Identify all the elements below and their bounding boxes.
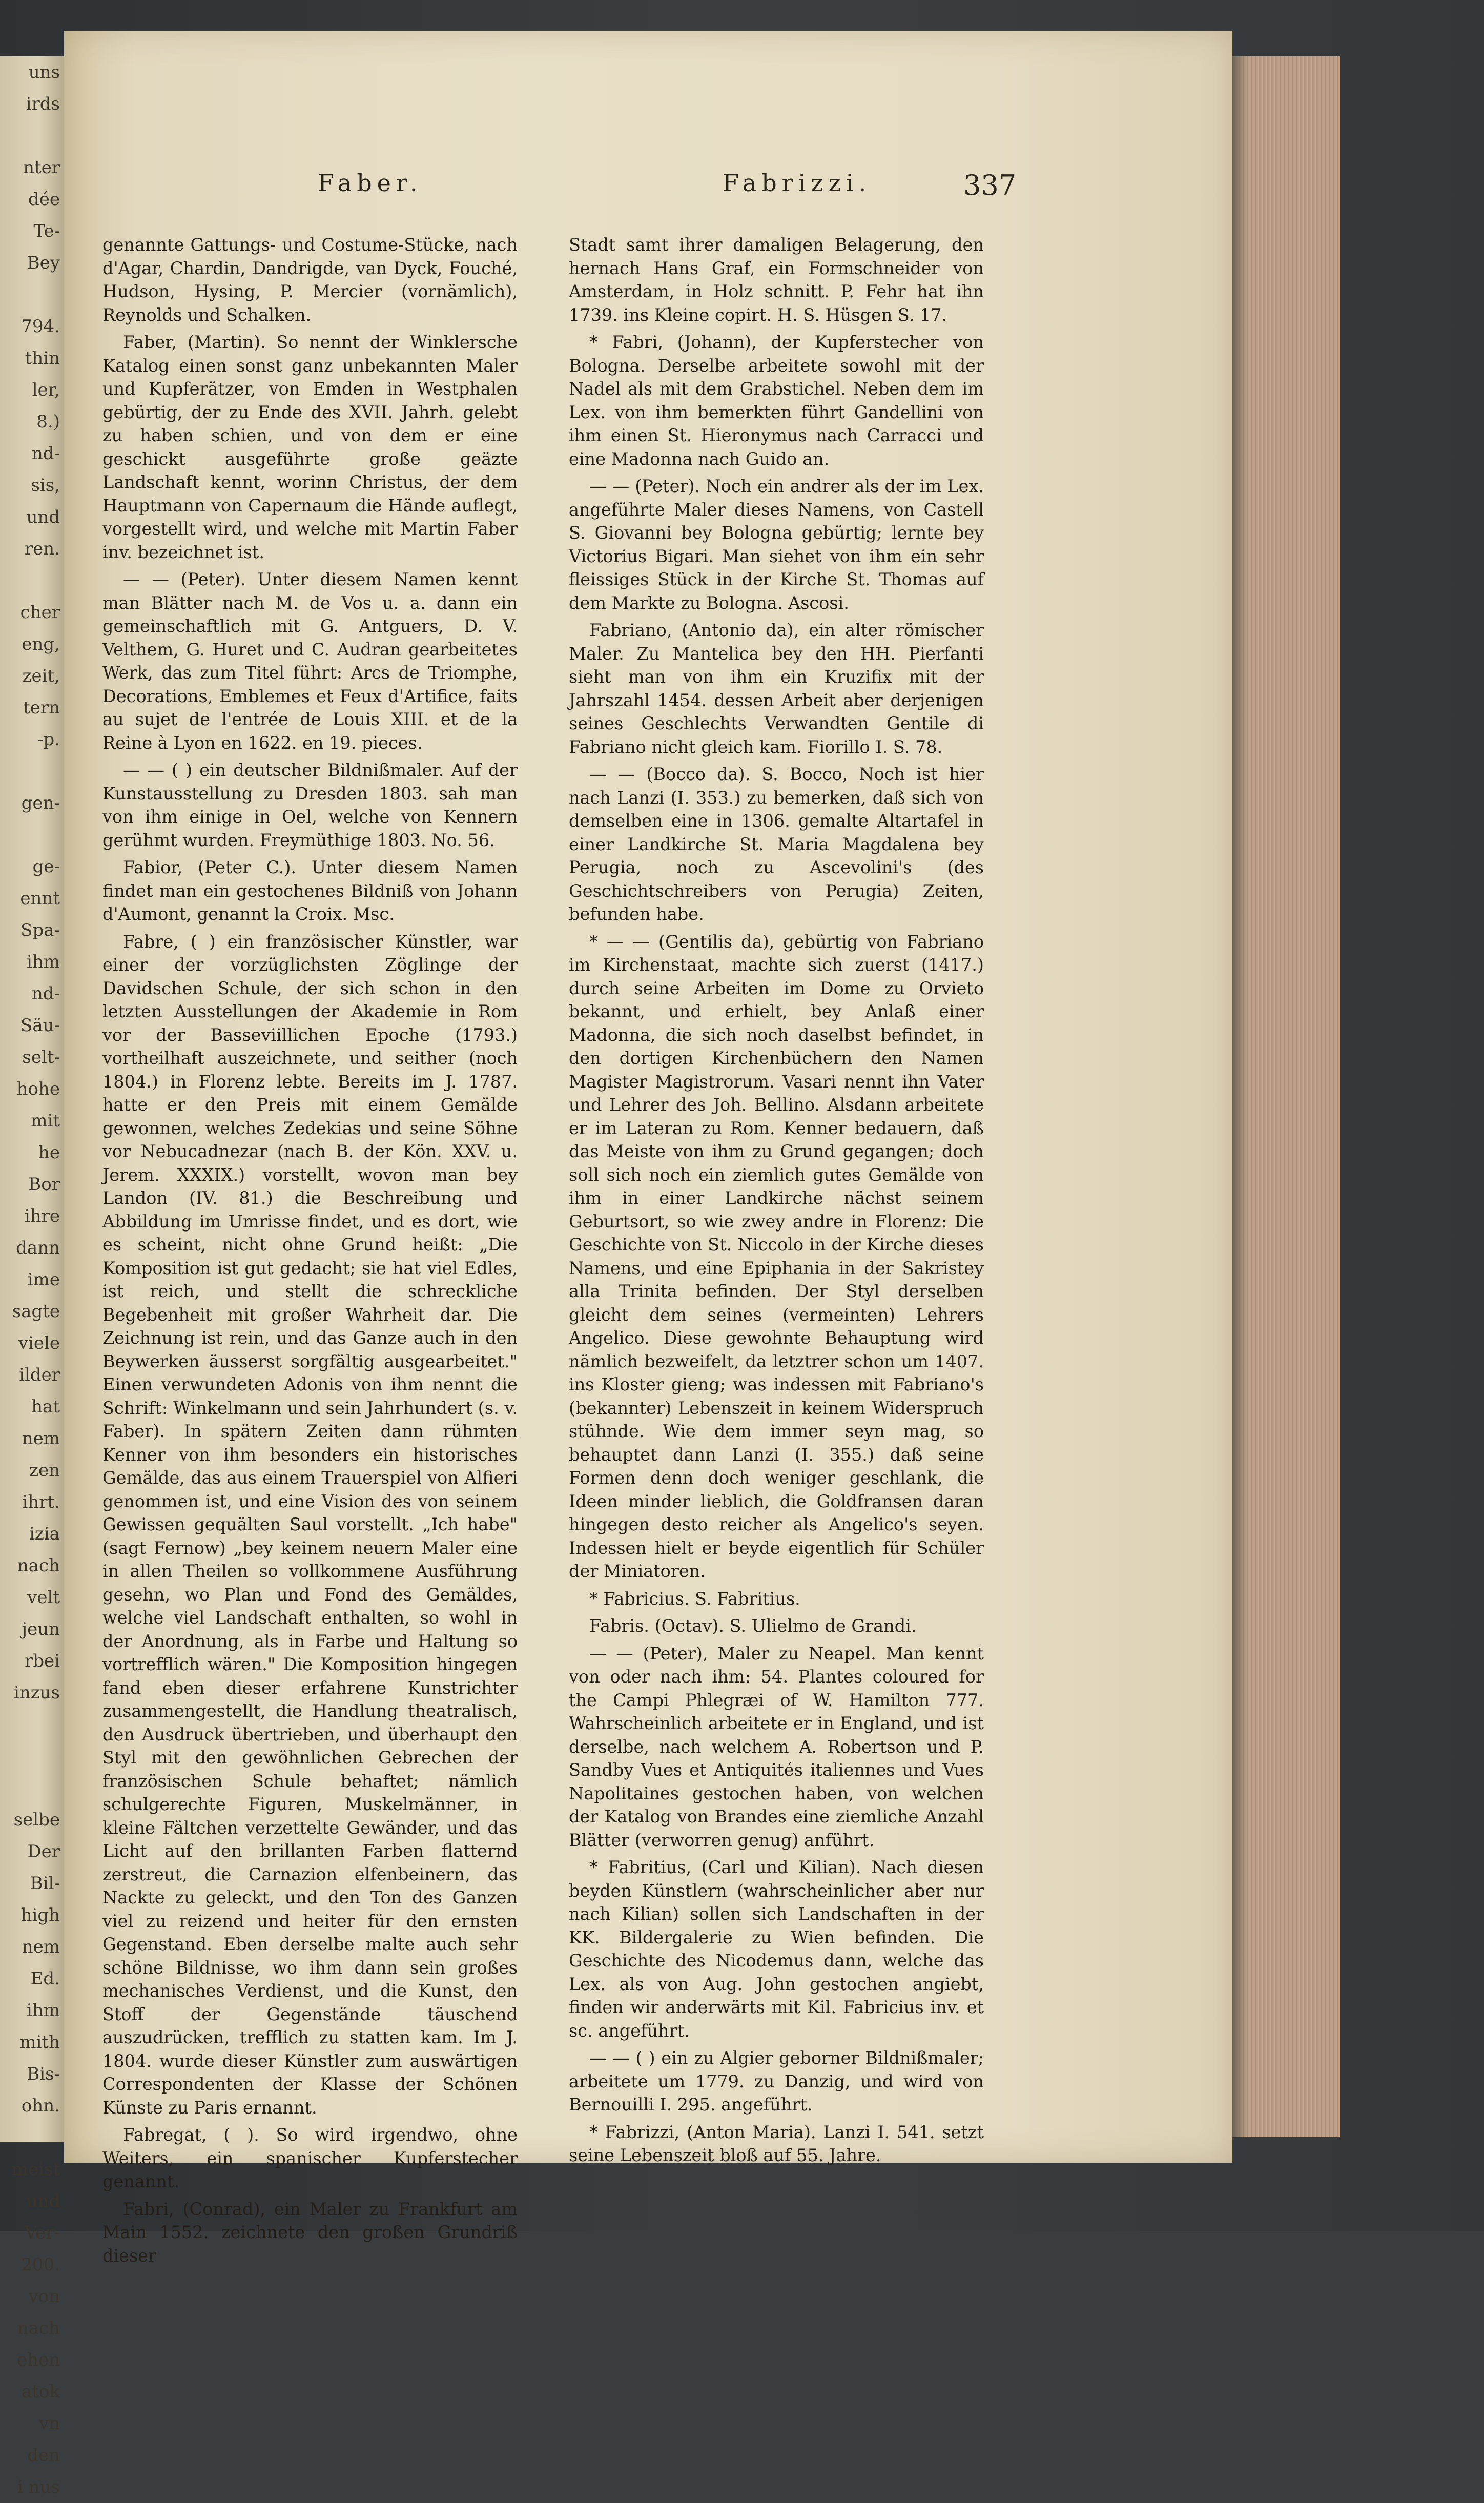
previous-page-fragment: den — [27, 2445, 60, 2466]
previous-page-fragment: selt- — [22, 1047, 60, 1068]
previous-page-fragment: uns — [28, 62, 60, 83]
entry-fabri-johann: * Fabri, (Johann), der Kupferstecher von Bologna. Derselbe arbeitete sowohl mit der Nadel als mit dem Grabstichel. Neben dem im Lex. von ihm bemerkten führt Gandellini von ihm einen St. Hieronymus nach Carracci und eine Madonna nach Guido an. — [569, 332, 984, 469]
previous-page-fragment — [0, 2122, 64, 2153]
entry-faber-martin: Faber, (Martin). So nennt der Winklersche Katalog einen sonst ganz unbekannten Maler und Kupferätzer, von Emden in Westphalen gebürtig, der zu Ende des XVII. Jahrh. gelebt zu haben schien, und von dem er eine geschickt ausgeführte große geäzte Landschaft kennt, worinn Christus, der dem Hauptmann von Capernaum die Hände auflegt, vorgestellt wird, und welche mit Martin Faber inv. bezeichnet ist. — [102, 332, 518, 562]
previous-page-fragment — [0, 565, 64, 597]
entry-fabri-conrad: Fabri, (Conrad), ein Maler zu Frankfurt am Main 1552. zeichnete den großen Grundriß dieser — [102, 2199, 518, 2266]
previous-page-fragment: nach — [17, 1555, 60, 1576]
page-gutter-shadow — [1232, 56, 1248, 2137]
right-text-column — [569, 233, 984, 2171]
previous-page-fragment: ihm — [26, 2000, 60, 2021]
previous-page-fragment: irds — [26, 94, 60, 114]
entry-fabris-peter: — — (Peter), Maler zu Neapel. Man kennt von oder nach ihm: 54. Plantes coloured for the Campi Phlegræi of W. Hamilton 777. Wahrscheinlich arbeitete er in England, und ist derselbe, nach welchem A. Robertson und P. Sandby Vues et Antiquités italiennes und Vues Napolitaines gestochen haben, von welchen der Katalog von Brandes eine ziemliche Anzahl Blätter (verworren genug) anführt. — [569, 1643, 984, 1850]
entry-fabricius: * Fabricius. S. Fabritius. — [589, 1588, 800, 1609]
entry-fabritius: * Fabritius, (Carl und Kilian). Nach diesen beyden Künstlern (wahrscheinlicher aber nur nach Kilian) sollen sich Landschaften in der KK. Bildergalerie zu Wien befinden. Die Geschichte des Nicodemus dann, welche das Lex. als von Aug. John gestochen angiebt, finden wir anderwärts mit Kil. Fabricius inv. et sc. angeführt. — [569, 1857, 984, 2041]
previous-page-fragment: eng, — [22, 634, 60, 654]
previous-page-fragment: zen — [29, 1460, 60, 1481]
previous-page-fragment: und — [26, 2191, 60, 2211]
previous-page-fragment: Te- — [33, 221, 60, 241]
previous-page-fragment: hohe — [16, 1079, 60, 1099]
previous-page-fragment: atok — [21, 2382, 60, 2402]
previous-page-fragment: nach — [17, 2318, 60, 2338]
previous-page-fragment: nd- — [31, 983, 60, 1004]
previous-page-fragment: 8.) — [36, 412, 60, 432]
entry-fabre: Fabre, ( ) ein französischer Künstler, war einer der vorzüglichsten Zöglinge der Davidschen Schule, der sich schon in den letzten Ausstellungen der Akademie in Rom vor der Basseviillichen Epoche (1793.) vortheilhaft auszeichnete, und seither (noch 1804.) in Florenz lebte. Bereits im J. 1787. hatte er den Preis mit einem Gemälde gewonnen, welches Zedekias und seine Söhne vor Nebucadnezar (nach B. der Kön. XXV. u. Jerem. XXXIX.) vorstellt, wovon man bey Landon (IV. 81.) die Beschreibung und Abbildung im Umrisse findet, und es dort, wie es scheint, nicht ohne Grund heißt: „Die Komposition ist gut gedacht; sie hat viel Edles, ist reich, und stellt die schreckliche Begebenheit mit großer Wahrheit dar. Die Zeichnung ist rein, und das Ganze auch in den Beywerken äusserst sorgfältig ausgearbeitet." Einen verwundeten Adonis von ihm nennt die Schrift: Winkelmann und sein Jahrhundert (s. v. Faber). In spätern Zeiten dann rühmten Kenner von ihm besonders ein historisches Gemälde, das aus einem Trauerspiel von Alfieri genommen ist, und eine Vision des von seinem Gewissen gequälten Saul vorstellt. „Ich habe" (sagt Fernow) „bey keinem neuern Maler eine in allen Theilen so vollkommene Ausführung gesehn, wo Plan und Fond des Gemäldes, welche viel Landschaft enthalten, so wohl in der Anordnung, als in Farbe und Haltung so vortrefflich wären." Die Komposition hingegen fand eben dieser erfahrene Kunstrichter zusammengestellt, die Handlung theatralisch, den Ausdruck übertrieben, und überhaupt den Styl mit den gewöhnlichen Gebrechen der französischen Schule behaftet; nämlich schulgerechte Figuren, Muskelmänner, in kleine Fältchen verzettelte Gewänder, und das Licht auf den brillanten Farben flatternd zerstreut, die Carnazion elfenbeinern, das Nackte zu geleckt, und den Ton des Ganzen viel zu reizend und heiter für den ernsten Gegenstand. Eben derselbe malte auch sehr schöne Bildnisse, wo ihm dann sein großes mechanisches Verdienst, und die Kunst, den Stoff der Gegenstände täuschend auszudrücken, trefflich zu statten kam. Im J. 1804. wurde dieser Künstler zum auswärtigen Correspondenten der Klasse der Schönen Künste zu Paris ernannt. — [102, 931, 518, 2118]
entry-fabri-peter: — — (Peter). Noch ein andrer als der im Lex. angeführte Maler dieses Namens, von Castell S. Giovanni bey Bologna gebürtig; lernte bey Victorius Bigari. Man siehet von ihm ein sehr fleissiges Stück in der Kirche St. Thomas auf dem Markte zu Bologna. Ascosi. — [569, 476, 984, 613]
previous-page-fragment: dann — [16, 1238, 60, 1258]
previous-page-fragment: hat — [31, 1397, 60, 1417]
previous-page-fragment: mith — [19, 2032, 60, 2053]
previous-page-fragment: vn — [38, 2413, 60, 2434]
previous-page-fragment: Bis- — [27, 2064, 60, 2084]
previous-page-fragment: zeit, — [22, 666, 60, 686]
page-block-edge — [1232, 56, 1340, 2137]
left-text-column — [102, 233, 518, 2271]
previous-page-fragment: selbe — [13, 1810, 60, 1830]
entry-faber-portrait-painter: — — ( ) ein deutscher Bildnißmaler. Auf der Kunstausstellung zu Dresden 1803. sah man von ihm einige in Oel, welche von Kennern gerühmt wurden. Freymüthige 1803. No. 56. — [102, 760, 518, 850]
previous-page-fragment — [0, 120, 64, 152]
entry-fabritius-algier: — — ( ) ein zu Algier geborner Bildnißmaler; arbeitete um 1779. zu Danzig, und wird von Bernouilli I. 295. angeführt. — [569, 2048, 984, 2115]
previous-page-fragment — [0, 1772, 64, 1804]
previous-page-fragment: Bil- — [30, 1873, 60, 1894]
previous-page-fragment: cher — [20, 602, 60, 623]
previous-page-fragment: Bor — [28, 1174, 60, 1195]
entry-faber-peter: — — (Peter). Unter diesem Namen kennt man Blätter nach M. de Vos u. a. dann ein gemeinschaftlich mit G. Antguers, D. V. Velthem, G. Huret und C. Audran gearbeitetes Werk, das zum Titel führt: Arcs de Triomphe, Decorations, Emblemes et Feux d'Artifice, faits au sujet de l'entrée de Louis XIII. et de la Reine à Lyon en 1622. en 19. pieces. — [102, 569, 518, 753]
previous-page-fragment: he — [38, 1142, 60, 1163]
previous-page-fragment: ihm — [26, 952, 60, 972]
previous-page-fragment — [0, 279, 64, 311]
page-number: 337 — [963, 169, 1017, 201]
previous-page-fragment: und — [26, 507, 60, 527]
previous-page-fragment: ren. — [24, 539, 60, 559]
previous-page-fragment: nter — [23, 157, 60, 178]
previous-page-fragment: velt — [27, 1587, 60, 1608]
paragraph-stadt-samt: Stadt samt ihrer damaligen Belagerung, den hernach Hans Graf, ein Formschneider von Amsterdam, in Holz schnitt. P. Fehr hat ihn 1739. ins Kleine copirt. H. S. Hüsgen S. 17. — [569, 235, 984, 325]
previous-page-fragment: 794. — [21, 316, 60, 337]
previous-page-fragment: ennt — [20, 888, 60, 909]
previous-page-fragment: Säu- — [20, 1015, 60, 1036]
previous-page-fragment: meist — [11, 2159, 60, 2180]
previous-page-fragment: Spa- — [20, 920, 60, 940]
previous-page-fragment: ihrt. — [22, 1492, 60, 1512]
previous-page-fragment: high — [20, 1905, 60, 1925]
entry-fabris-octav: Fabris. (Octav). S. Ulielmo de Grandi. — [589, 1616, 917, 1636]
previous-page-fragment: Der — [27, 1841, 60, 1862]
previous-page-fragment — [0, 755, 64, 787]
previous-page-fragment: sagte — [12, 1301, 60, 1322]
entry-fabriano-bocco: — — (Bocco da). S. Bocco, Noch ist hier nach Lanzi (I. 353.) zu bemerken, daß sich von demselben eine in 1306. gemalte Altartafel in einer Landkirche St. Maria Magdalena bey Perugia, noch zu Ascevolini's (des Geschichtschreibers von Perugia) Zeiten, befunden habe. — [569, 764, 984, 924]
previous-page-fragment — [0, 819, 64, 851]
previous-page-fragment: ler, — [32, 380, 60, 400]
previous-page-fragment: gen- — [21, 793, 60, 813]
previous-page-fragment: jeun — [22, 1619, 60, 1639]
previous-page-fragment — [0, 1709, 64, 1740]
previous-page-fragment: nem — [22, 1428, 60, 1449]
previous-page-text-fragments — [0, 56, 64, 2503]
previous-page-fragment: rbei — [24, 1651, 60, 1671]
previous-page-fragment: 200. — [21, 2254, 60, 2275]
previous-page-fragment: inzus — [13, 1683, 60, 1703]
previous-page-fragment: nem — [22, 1937, 60, 1957]
previous-page-fragment: viele — [18, 1333, 60, 1353]
previous-page-fragment — [0, 1740, 64, 1772]
previous-page-fragment: tern — [23, 697, 60, 718]
previous-page-fragment: ge- — [32, 856, 60, 877]
entry-fabriano-gentilis: * — — (Gentilis da), gebürtig von Fabriano im Kirchenstaat, machte sich zuerst (1417.) durch seine Arbeiten im Dome zu Orvieto bekannt, und erhielt, bey Anlaß einer Madonna, die sich noch daselbst befindet, in den dortigen Kirchenbüchern den Namen Magister Magistrorum. Vasari nennt ihn Vater und Lehrer des Joh. Bellino. Alsdann arbeitete er im Lateran zu Rom. Kenner bedauern, daß das Meiste von ihm zu Grund gegangen; doch soll sich noch ein ziemlich gutes Gemälde von ihm in einer Landkirche nächst seinem Geburtsort, so wie zwey andre in Florenz: Die Geschichte von St. Niccolo in der Kirche dieses Namens, und eine Epiphania in der Sakristey alla Trinita befinden. Der Styl derselben gleicht dem seines (vermeinten) Lehrers Angelico. Diese gewohnte Behauptung wird nämlich bezweifelt, da letztrer schon um 1407. ins Kloster gieng; was indessen mit Fabriano's (bekannter) Lebenszeit in keinem Widerspruch stühnde. Wie dem immer seyn mag, so behauptet dann Lanzi (I. 355.) daß seine Formen denn doch weniger geschlank, die Ideen minder lieblich, die Goldfransen daran hingegen desto reicher als Angelico's seyen. Indessen hielt er beyde eigentlich für Schüler der Miniatoren. — [569, 931, 984, 1581]
previous-page-fragment: ilder — [19, 1365, 60, 1385]
previous-page-fragment: Ver- — [24, 2223, 60, 2243]
entry-fabregat: Fabregat, ( ). So wird irgendwo, ohne Weiters, ein spanischer Kupferstecher genannt. — [102, 2125, 518, 2191]
previous-page-fragment: Ed. — [30, 1968, 60, 1989]
previous-page-fragment: Bey — [27, 253, 60, 273]
previous-page-fragment: ihre — [24, 1206, 60, 1226]
previous-page-fragment: nd- — [31, 443, 60, 464]
previous-page-fragment: thin — [25, 348, 60, 368]
previous-page-fragment: i nus — [17, 2477, 60, 2497]
previous-page-fragment: ehen — [16, 2350, 60, 2370]
previous-page-fragment: von — [28, 2286, 60, 2307]
previous-page-edge — [0, 56, 64, 2497]
previous-page-fragment: ohn. — [21, 2096, 60, 2116]
right-running-header: Fabrizzi. — [723, 169, 872, 197]
previous-page-fragment: izia — [29, 1524, 60, 1544]
previous-page-fragment: -p. — [37, 729, 60, 750]
entry-fabriano-antonio: Fabriano, (Antonio da), ein alter römischer Maler. Zu Mantelica bey den HH. Pierfanti sieht man von ihm ein Kruzifix mit der Jahrszahl 1454. dessen Arbeit aber derjenigen seines Geschlechts Verwandten Gentile di Fabriano nicht gleich kam. Fiorillo I. S. 78. — [569, 620, 984, 757]
entry-fabrizzi: * Fabrizzi, (Anton Maria). Lanzi I. 541. setzt seine Lebenszeit bloß auf 55. Jahre. — [569, 2122, 984, 2165]
previous-page-fragment: sis, — [31, 475, 60, 496]
entry-fabior: Fabior, (Peter C.). Unter diesem Namen findet man ein gestochenes Bildniß von Johann d'Aumont, genannt la Croix. Msc. — [102, 857, 518, 924]
previous-page-fragment: mit — [31, 1111, 60, 1131]
paragraph-costume-stuecke: genannte Gattungs- und Costume-Stücke, nach d'Agar, Chardin, Dandrigde, van Dyck, Fouché, Hudson, Hysing, P. Mercier (vornämlich), Reynolds und Schalken. — [102, 235, 518, 325]
left-running-header: Faber. — [318, 169, 423, 197]
previous-page-fragment: ime — [27, 1269, 60, 1290]
previous-page-fragment: dée — [28, 189, 60, 210]
